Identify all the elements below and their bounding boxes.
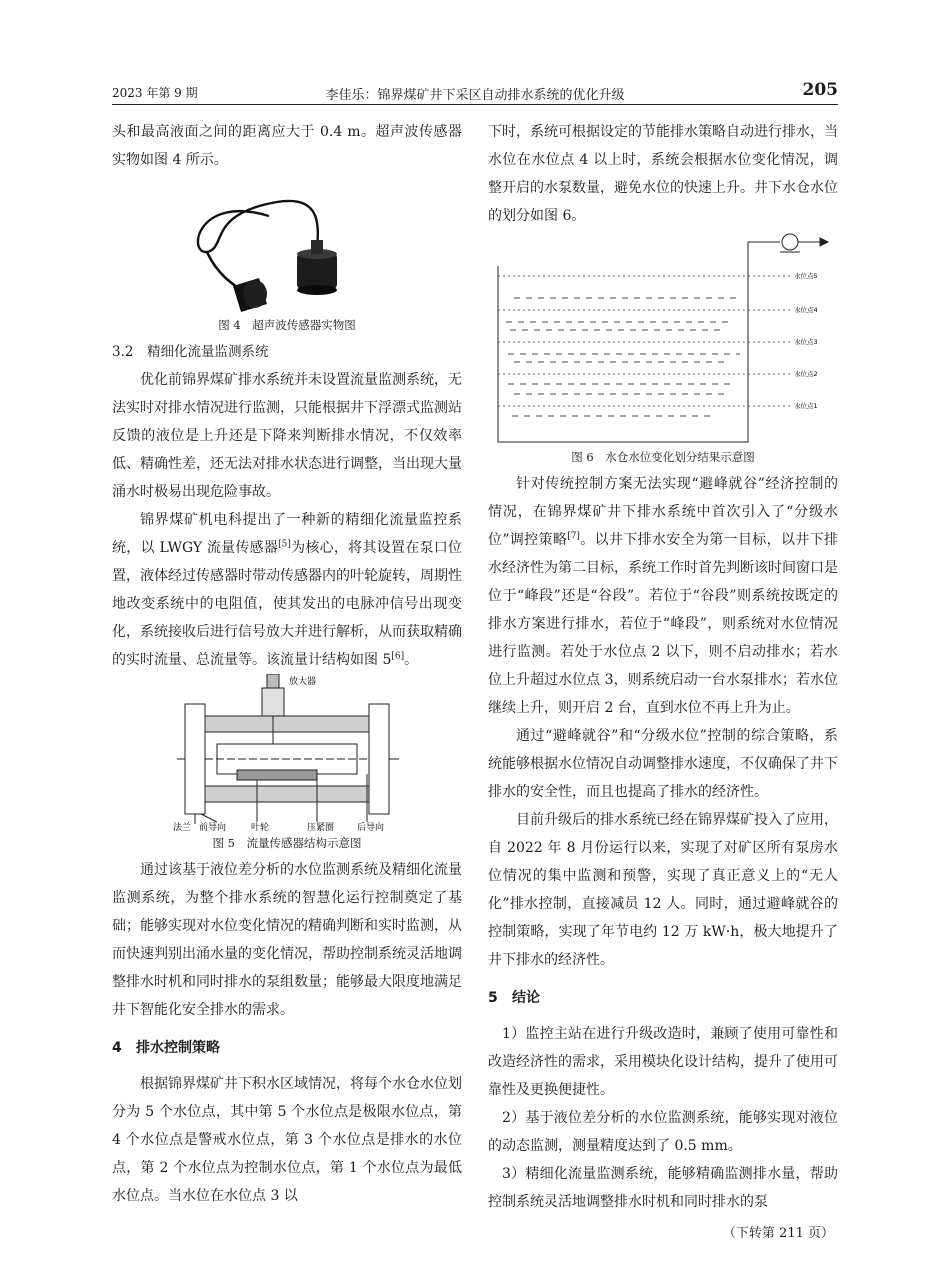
- conclusion-item: 3）精细化流量监测系统，能够精确监测排水量，帮助控制系统灵活地调整排水时机和同时排水的泵: [488, 1166, 838, 1210]
- label-front-guide: 前导向: [199, 823, 227, 832]
- water-level-2: 水位点2: [794, 370, 818, 378]
- paragraph: 下时，系统可根据设定的节能排水策略自动进行排水，当水位在水位点 4 以上时，系统会根据水位变化情况，调整开启的水泵数量，避免水位的快速上升。井下水仓水位的划分如图 6。: [488, 124, 838, 224]
- section-3-2-heading: 3.2 精细化流量监测系统: [112, 344, 269, 360]
- paragraph: 通过该基于液位差分析的水位监测系统及精细化流量监测系统，为整个排水系统的智慧化运行控制奠定了基础；能够实现对水位变化情况的精确判断和实时监测，从而快速判别出涌水量的变化情况，帮助控制系统灵活地调整排水时机和同时排水的泵组数量；能够最大限度地满足井下智能化安全排水的需求。: [112, 862, 462, 1018]
- water-level-5: 水位点5: [794, 272, 818, 280]
- section-4-heading: 4 排水控制策略: [112, 1040, 220, 1056]
- citation: [6]: [391, 651, 405, 662]
- continued-note: （下转第 211 页）: [722, 1226, 834, 1241]
- figure-5-caption: 图 5 流量传感器结构示意图: [212, 836, 362, 850]
- label-rear-guide: 后导向: [357, 823, 385, 832]
- page-header: [112, 82, 838, 105]
- ultrasonic-sensor-photo: [177, 174, 397, 314]
- water-level-3: 水位点3: [794, 338, 818, 346]
- conclusion-item: 2）基于液位差分析的水位监测系统，能够实现对液位的动态监测，测量精度达到了 0.5 mm。: [488, 1110, 838, 1154]
- flow-sensor-diagram: [167, 674, 407, 832]
- label-impeller: 叶轮: [251, 823, 270, 832]
- paragraph: 锦界煤矿机电科提出了一种新的精细化流量监控系统，以 LWGY 流量传感器[5]为核心，将其设置在泵口位置，液体经过传感器时带动传感器内的叶轮旋转，周期性地改变系统中的电阻值，使其发出的电脉冲信号出现变化，系统接收后进行信号放大并进行解析，从而获取精确的实时流量、总流量等。该流量计结构如图 5[6]。: [112, 512, 462, 668]
- label-compression-ring: 压紧圈: [307, 823, 335, 832]
- paragraph: 优化前锦界煤矿排水系统并未设置流量监测系统，无法实时对排水情况进行监测，只能根据井下浮漂式监测站反馈的液位是上升还是下降来判断排水情况，不仅效率低、精确性差，还无法对排水状态进行调整，当出现大量涌水时极易出现危险事故。: [112, 372, 462, 500]
- label-flange: 法兰: [173, 823, 192, 832]
- water-level-4: 水位点4: [794, 306, 818, 314]
- right-column: [488, 118, 838, 1248]
- left-column: [112, 118, 462, 1210]
- paragraph: 目前升级后的排水系统已经在锦界煤矿投入了应用，自 2022 年 8 月份运行以来，实现了对矿区所有泵房水位情况的集中监测和预警，实现了真正意义上的“无人化”排水控制，直接减员 12 人。同时，通过避峰就谷的控制策略，实现了年节电约 12 万 kW·h，极大地提升了井下排水的经济性。: [488, 812, 838, 968]
- conclusion-item: 1）监控主站在进行升级改造时，兼顾了使用可靠性和改造经济性的需求，采用模块化设计结构，提升了使用可靠性及更换便捷性。: [488, 1026, 838, 1098]
- citation: [7]: [567, 531, 580, 542]
- page-number: 205: [802, 80, 838, 100]
- label-amplifier: 放大器: [289, 677, 317, 687]
- paragraph: 根据锦界煤矿井下积水区域情况，将每个水仓水位划分为 5 个水位点，其中第 5 个水位点是极限水位点，第 4 个水位点是警戒水位点，第 3 个水位点是排水的水位点，第 2 个水位点为控制水位点，第 1 个水位点为最低水位点。当水位在水位点 3 以: [112, 1076, 462, 1204]
- running-title: 李佳乐：锦界煤矿井下采区自动排水系统的优化升级: [325, 88, 625, 103]
- section-5-heading: 5 结论: [488, 990, 540, 1006]
- water-level-diagram: [490, 230, 836, 446]
- paragraph: 针对传统控制方案无法实现“避峰就谷”经济控制的情况，在锦界煤矿井下排水系统中首次引入了“分级水位”调控策略[7]。以井下排水安全为第一目标，以井下排水经济性为第二目标，系统工作时首先判断该时间窗口是位于“峰段”还是“谷段”。若位于“谷段”则系统按既定的排水方案进行排水，若位于“峰段”，则系统对水位情况进行监测。若处于水位点 2 以下，则不启动排水；若水位上升超过水位点 3，则系统启动一台水泵排水；若水位继续上升，则开启 2 台，直到水位不再上升为止。: [488, 476, 838, 716]
- citation: [5]: [278, 539, 291, 550]
- water-level-1: 水位点1: [794, 402, 818, 410]
- paragraph: 通过“避峰就谷”和“分级水位”控制的综合策略，系统能够根据水位情况自动调整排水速度，不仅确保了井下排水的安全性，而且也提高了排水的经济性。: [488, 728, 838, 800]
- paragraph: 头和最高液面之间的距离应大于 0.4 m。超声波传感器实物如图 4 所示。: [112, 124, 462, 168]
- figure-6-caption: 图 6 水仓水位变化划分结果示意图: [571, 450, 755, 464]
- figure-4-caption: 图 4 超声波传感器实物图: [218, 318, 356, 332]
- issue-label: 2023 年第 9 期: [112, 86, 198, 100]
